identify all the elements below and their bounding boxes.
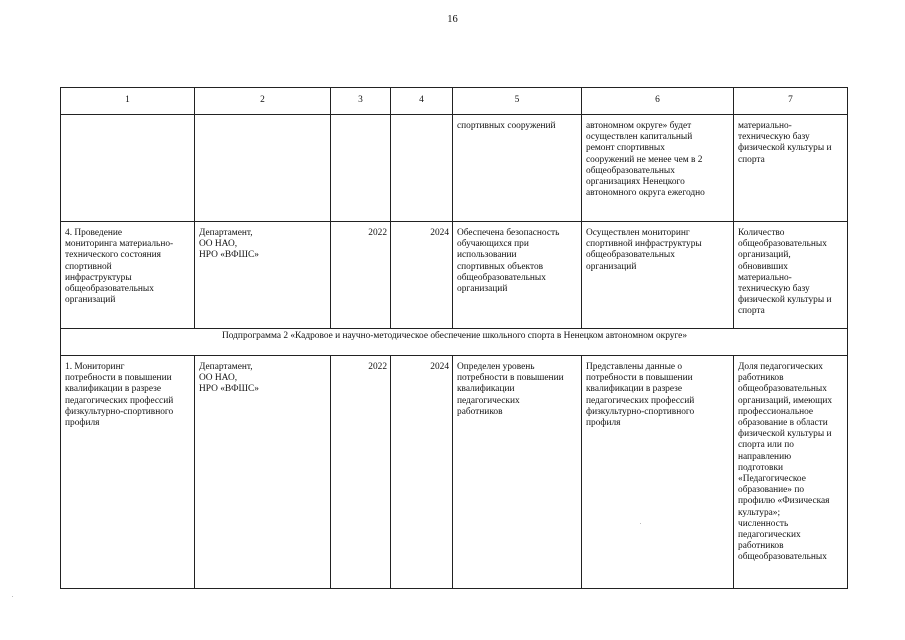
cell-text-line: направлению [738,451,792,462]
cell-text-line: автономном округе» будет [586,121,692,131]
cell-text-line: техническую базу [738,132,810,143]
cell-text-line: 4. Проведение [65,228,123,238]
cell-text-line: численность [738,518,789,529]
cell-text-line: организаций [586,261,637,272]
cell-text-line: квалификации в разрезе [586,384,683,395]
cell-text-line: «Педагогическое [738,474,806,485]
cell-text-line: работников [738,373,784,384]
cell-text-line: ОО НАО, [199,373,238,384]
cell-text-line: подготовки [738,462,784,473]
cell-text-line: организаций [65,295,116,306]
cell-text-line: Обеспечена безопасность [457,228,560,238]
cell-text-line: обновивших [738,261,788,272]
cell-text-line: Представлены данные о [586,362,683,372]
cell-text-line: Департамент, [199,362,253,372]
cell-text-line: работников [457,406,503,417]
cell-text-line: профессиональное [738,406,814,417]
subprogram-row [61,329,848,356]
cell-planned-outcome [582,115,734,222]
cell-text-line: культура»; [738,507,781,518]
cell-text-line: квалификации в разрезе [65,384,162,395]
cell-executors [195,222,331,329]
cell-text-line: педагогических [738,530,801,541]
cell-text-line: Доля педагогических [738,362,823,372]
cell-indicator [734,115,848,222]
cell-activity [61,115,195,222]
cell-expected-result [453,356,582,589]
table-row [61,222,848,329]
cell-text-line: Определен уровень [457,362,535,372]
cell-text-line: автономного округа ежегодно [586,188,705,199]
cell-text-line: инфраструктуры [65,272,132,283]
cell-executors [195,356,331,589]
cell-text-line: организаций [457,284,508,295]
cell-executors [195,115,331,222]
cell-text-line: спортивных сооружений [457,121,556,131]
header-cell-4: 4 [391,88,453,115]
cell-text-line: мониторинга материально- [65,239,174,250]
header-row [61,88,848,115]
cell-planned-outcome [582,222,734,329]
cell-text-line: спортивных объектов [457,261,544,272]
cell-text-line: образование в области [738,418,828,429]
cell-text-line: потребности в повышении [65,373,172,384]
cell-text-line: спорта или по [738,440,794,451]
cell-text-line: профиля [65,418,100,429]
cell-text-line: общеобразовательных [738,384,827,395]
header-cell-1: 1 [61,88,195,115]
cell-planned-outcome [582,356,734,589]
cell-text-line: педагогических [457,395,520,406]
cell-expected-result [453,115,582,222]
cell-text-line: организаций, имеющих [738,395,833,406]
cell-text-line: Департамент, [199,228,253,238]
header-cell-6: 6 [582,88,734,115]
cell-text-line: спортивной инфраструктуры [586,239,702,250]
cell-start-year [331,115,391,222]
table-row [61,115,848,222]
cell-text-line: физической культуры и [738,429,832,440]
cell-text-line: квалификации [457,384,515,395]
cell-text-line: материально- [738,121,792,131]
cell-text-line: спорта [738,154,765,165]
cell-expected-result [453,222,582,329]
cell-text-line: 1. Мониторинг [65,362,125,372]
cell-start-year: 2022 [331,222,391,329]
cell-text-line: физкультурно-спортивного [65,406,174,417]
cell-text-line: технического состояния [65,250,161,261]
cell-activity [61,356,195,589]
cell-text-line: организациях Ненецкого [586,177,685,188]
cell-text-line: работников [738,541,784,552]
scan-speck [12,596,13,597]
cell-text-line: материально- [738,272,792,283]
cell-end-year: 2024 [391,356,453,589]
subprogram-title: Подпрограмма 2 «Кадровое и научно-методическое обеспечение школьного спорта в Ненецком автономном округе» [61,329,848,356]
cell-text-line: обучающихся при [457,239,529,250]
cell-indicator [734,356,848,589]
cell-text-line: использовании [457,250,517,261]
scan-speck [640,523,641,524]
cell-text-line: ремонт спортивных [586,143,665,154]
cell-text-line: осуществлен капитальный [586,132,693,143]
header-cell-3: 3 [331,88,391,115]
cell-text-line: физической культуры и [738,295,832,306]
cell-text-line: потребности в повышении [586,373,693,384]
cell-text-line: потребности в повышении [457,373,564,384]
program-table [60,87,848,589]
cell-text-line: техническую базу [738,284,810,295]
page-number: 16 [447,14,458,25]
cell-text-line: НРО «ВФШС» [199,384,259,395]
cell-end-year [391,115,453,222]
cell-activity [61,222,195,329]
cell-text-line: педагогических профессий [586,395,695,406]
header-cell-2: 2 [195,88,331,115]
header-cell-7: 7 [734,88,848,115]
cell-text-line: образование» по [738,485,805,496]
cell-start-year: 2022 [331,356,391,589]
cell-text-line: общеобразовательных [586,250,675,261]
cell-text-line: общеобразовательных [738,239,827,250]
cell-text-line: спорта [738,306,765,317]
cell-text-line: общеобразовательных [457,272,546,283]
cell-text-line: организаций, [738,250,791,261]
cell-text-line: физкультурно-спортивного [586,406,695,417]
header-cell-5: 5 [453,88,582,115]
cell-text-line: общеобразовательных [738,552,827,563]
cell-indicator [734,222,848,329]
cell-text-line: общеобразовательных [586,165,675,176]
cell-text-line: Осуществлен мониторинг [586,228,690,238]
cell-text-line: сооружений не менее чем в 2 [586,154,703,165]
cell-end-year: 2024 [391,222,453,329]
cell-text-line: общеобразовательных [65,284,154,295]
cell-text-line: спортивной [65,261,112,272]
cell-text-line: физической культуры и [738,143,832,154]
cell-text-line: НРО «ВФШС» [199,250,259,261]
cell-text-line: Количество [738,228,785,238]
cell-text-line: профилю «Физическая [738,496,830,507]
cell-text-line: профиля [586,418,621,429]
table-row [61,356,848,589]
cell-text-line: педагогических профессий [65,395,174,406]
cell-text-line: ОО НАО, [199,239,238,250]
